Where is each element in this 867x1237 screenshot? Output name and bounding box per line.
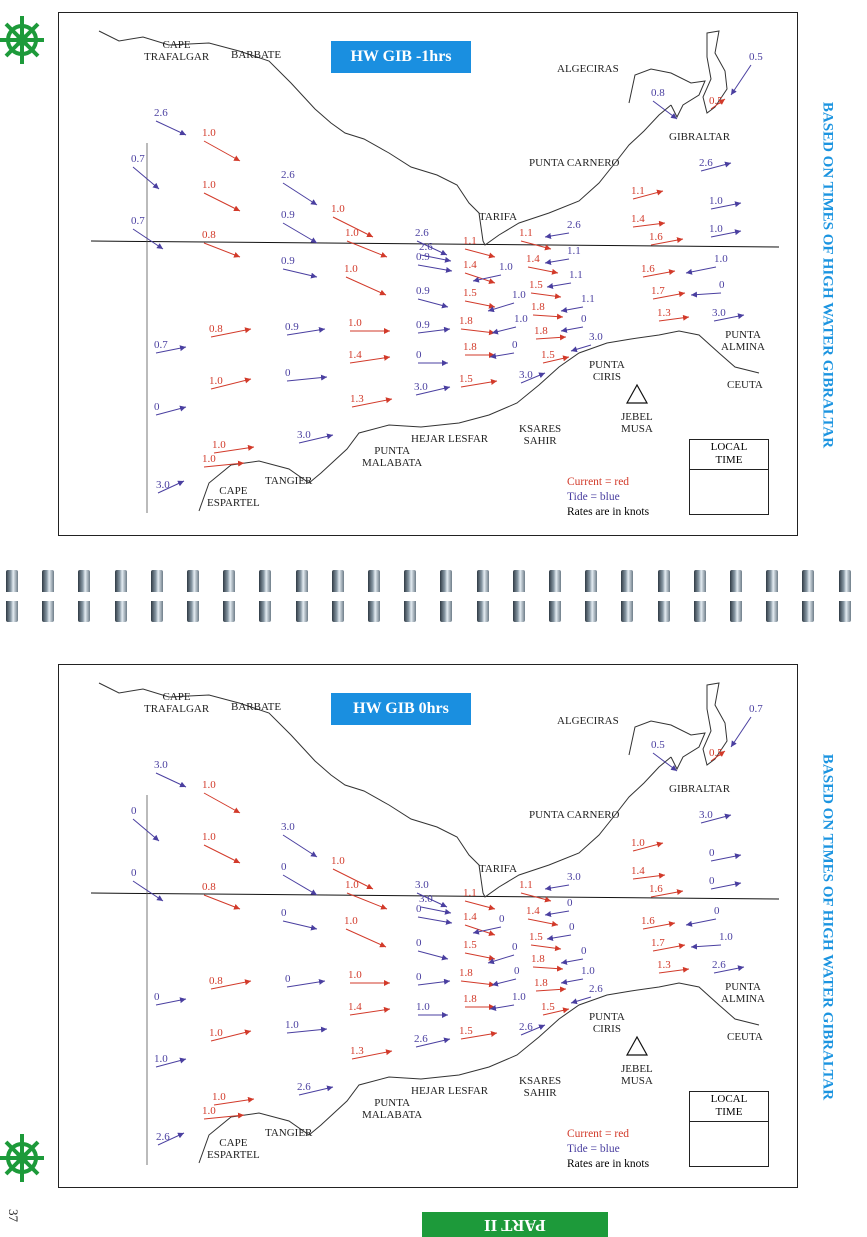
- current-rate-label: 1.1: [631, 185, 645, 197]
- tide-rate-label: 1.0: [512, 991, 526, 1003]
- place-label-tangier: TANGIER: [265, 1127, 313, 1139]
- tide-rate-label: 3.0: [154, 759, 168, 771]
- side-label: BASED ON TIMES OF HIGH WATER GIBRALTAR: [819, 753, 836, 1101]
- current-rate-label: 1.5: [463, 939, 477, 951]
- tide-rate-label: 0.5: [749, 51, 763, 63]
- place-label-ksares-sahir: KSARES SAHIR: [519, 423, 562, 447]
- place-label-gibraltar: GIBRALTAR: [669, 131, 731, 143]
- tide-arrow: [561, 307, 583, 311]
- tide-rate-label: 1.0: [512, 289, 526, 301]
- tide-arrow: [561, 979, 583, 983]
- tide-rate-label: 0.5: [651, 739, 665, 751]
- tide-rate-label: 1.0: [285, 1019, 299, 1031]
- current-rate-label: 1.1: [463, 235, 477, 247]
- current-rate-label: 1.6: [641, 915, 655, 927]
- place-label-ceuta: CEUTA: [727, 1031, 763, 1043]
- latitude-line: [91, 241, 779, 247]
- tide-arrow: [731, 717, 751, 747]
- current-rate-label: 1.3: [350, 1045, 364, 1057]
- current-arrow: [531, 293, 561, 297]
- current-rate-label: 1.5: [529, 931, 543, 943]
- tide-arrow: [561, 959, 583, 963]
- tide-rate-label: 2.6: [519, 1021, 533, 1033]
- tide-rate-label: 0: [285, 367, 291, 379]
- tidal-stream-chart-hw-0: [58, 664, 798, 1188]
- tide-rate-label: 0.7: [131, 153, 145, 165]
- place-label-cape-trafalgar: CAPE TRAFALGAR: [144, 691, 210, 715]
- legend-units: Rates are in knots: [567, 506, 650, 518]
- current-rate-label: 1.5: [463, 287, 477, 299]
- current-rate-label: 1.0: [345, 227, 359, 239]
- tide-arrow: [156, 999, 186, 1005]
- current-rate-label: 1.8: [531, 301, 545, 313]
- tide-rate-label: 0: [514, 965, 520, 977]
- binding-coil: [585, 570, 597, 622]
- current-rate-label: 1.0: [348, 969, 362, 981]
- tide-arrow: [545, 911, 569, 915]
- current-rate-label: 1.8: [534, 977, 548, 989]
- tide-arrow: [283, 223, 317, 243]
- tide-rate-label: 0: [416, 903, 422, 915]
- coastline-algeciras-bay: [629, 721, 705, 769]
- binding-coil: [42, 570, 54, 622]
- tide-arrow: [686, 267, 716, 273]
- tide-rate-label: 3.0: [414, 381, 428, 393]
- current-rate-label: 1.8: [463, 993, 477, 1005]
- current-arrow: [531, 945, 561, 949]
- tide-rate-label: 0: [281, 861, 287, 873]
- tide-arrow: [283, 921, 317, 929]
- tide-rate-label: 1.0: [709, 195, 723, 207]
- binding-coil: [802, 570, 814, 622]
- binding-coil: [694, 570, 706, 622]
- current-rate-label: 1.8: [531, 953, 545, 965]
- tide-arrow: [547, 935, 571, 939]
- coastline-algeciras-bay: [629, 69, 705, 117]
- tide-arrow: [686, 919, 716, 925]
- legend-current: Current = red: [567, 1128, 630, 1140]
- tide-rate-label: 2.6: [281, 169, 295, 181]
- tide-arrow: [418, 299, 448, 307]
- current-rate-label: 1.0: [202, 831, 216, 843]
- current-rate-label: 1.4: [631, 213, 645, 225]
- binding-coil: [839, 570, 851, 622]
- tide-rate-label: 1.1: [567, 245, 581, 257]
- current-rate-label: 1.4: [463, 259, 477, 271]
- tide-rate-label: 2.6: [712, 959, 726, 971]
- mountain-icon: [627, 1037, 647, 1055]
- tide-rate-label: 0.9: [416, 319, 430, 331]
- legend-current: Current = red: [567, 476, 630, 488]
- tide-arrow: [287, 981, 325, 987]
- tide-rate-label: 0: [131, 805, 137, 817]
- binding-coil: [78, 570, 90, 622]
- current-rate-label: 1.4: [463, 911, 477, 923]
- tide-rate-label: 0.7: [131, 215, 145, 227]
- current-rate-label: 1.0: [348, 317, 362, 329]
- local-time-box: [689, 439, 769, 515]
- tide-arrow: [418, 951, 448, 959]
- tide-arrow: [561, 327, 583, 331]
- binding-coil: [368, 570, 380, 622]
- binding-coil: [187, 570, 199, 622]
- binding-coil: [549, 570, 561, 622]
- binding-coil: [513, 570, 525, 622]
- binding-coil: [766, 570, 778, 622]
- tide-rate-label: 3.0: [281, 821, 295, 833]
- current-arrow: [204, 141, 240, 161]
- tide-arrow: [156, 121, 186, 135]
- current-arrow: [536, 337, 566, 339]
- current-rate-label: 1.0: [331, 855, 345, 867]
- tide-rate-label: 0: [131, 867, 137, 879]
- tide-arrow: [711, 883, 741, 889]
- place-label-tangier: TANGIER: [265, 475, 313, 487]
- place-label-jebel-musa: JEBEL MUSA: [621, 1063, 653, 1087]
- page-number: 37: [6, 1209, 21, 1222]
- current-arrow: [533, 967, 563, 969]
- current-rate-label: 1.6: [649, 883, 663, 895]
- tide-arrow: [283, 183, 317, 205]
- current-arrow: [204, 243, 240, 257]
- tide-arrow: [156, 407, 186, 415]
- current-rate-label: 1.0: [209, 375, 223, 387]
- current-rate-label: 1.5: [541, 349, 555, 361]
- current-rate-label: 1.0: [344, 915, 358, 927]
- current-rate-label: 1.0: [202, 127, 216, 139]
- tide-rate-label: 0: [709, 875, 715, 887]
- current-arrow: [533, 315, 563, 317]
- tide-rate-label: 3.0: [589, 331, 603, 343]
- current-arrow: [204, 895, 240, 909]
- tide-rate-label: 3.0: [699, 809, 713, 821]
- current-rate-label: 1.1: [519, 227, 533, 239]
- current-rate-label: 1.5: [541, 1001, 555, 1013]
- binding-coil: [440, 570, 452, 622]
- tide-rate-label: 0.7: [749, 703, 763, 715]
- spiral-binding: [0, 562, 867, 632]
- current-arrow: [204, 193, 240, 211]
- tide-arrow: [283, 875, 317, 895]
- tide-rate-label: 0: [285, 973, 291, 985]
- tide-arrow: [283, 269, 317, 277]
- tide-rate-label: 3.0: [519, 369, 533, 381]
- tide-arrow: [418, 917, 452, 923]
- current-rate-label: 1.8: [534, 325, 548, 337]
- tide-rate-label: 0: [719, 279, 725, 291]
- tide-rate-label: 2.6: [297, 1081, 311, 1093]
- tide-rate-label: 0: [709, 847, 715, 859]
- place-label-cape-espartel: CAPE ESPARTEL: [207, 485, 260, 509]
- current-rate-label: 1.0: [212, 439, 226, 451]
- tide-rate-label: 2.6: [154, 107, 168, 119]
- tide-rate-label: 0: [512, 941, 518, 953]
- tide-rate-label: 3.0: [419, 893, 433, 905]
- place-label-punta-almina: PUNTA ALMINA: [721, 981, 765, 1005]
- tide-arrow: [133, 167, 159, 189]
- current-arrow: [528, 267, 558, 273]
- tide-arrow: [418, 981, 450, 985]
- binding-coil: [730, 570, 742, 622]
- current-rate-label: 1.7: [651, 285, 665, 297]
- place-label-tarifa: TARIFA: [479, 863, 518, 875]
- tide-rate-label: 1.0: [709, 223, 723, 235]
- legend-tide: Tide = blue: [567, 1143, 620, 1155]
- current-rate-label: 0.8: [202, 881, 216, 893]
- tide-rate-label: 1.0: [416, 1001, 430, 1013]
- tide-rate-label: 0: [416, 937, 422, 949]
- binding-coil: [151, 570, 163, 622]
- tide-rate-label: 2.6: [419, 241, 433, 253]
- binding-coil: [296, 570, 308, 622]
- current-rate-label: 0.8: [202, 229, 216, 241]
- place-label-ceuta: CEUTA: [727, 379, 763, 391]
- legend-units: Rates are in knots: [567, 1158, 650, 1170]
- local-time-label: LOCAL TIME: [690, 440, 768, 470]
- tide-rate-label: 0.9: [285, 321, 299, 333]
- place-label-punta-ciris: PUNTA CIRIS: [589, 359, 625, 383]
- current-rate-label: 1.3: [350, 393, 364, 405]
- map-legend: [567, 1127, 649, 1172]
- mountain-icon: [627, 385, 647, 403]
- tide-rate-label: 3.0: [712, 307, 726, 319]
- tide-arrow: [492, 979, 516, 985]
- current-rate-label: 0.5: [709, 747, 723, 759]
- ships-wheel-icon: [0, 1128, 50, 1188]
- tide-arrow: [547, 283, 571, 287]
- current-rate-label: 1.0: [212, 1091, 226, 1103]
- tide-rate-label: 0: [281, 907, 287, 919]
- tide-rate-label: 0: [416, 349, 422, 361]
- binding-coil: [658, 570, 670, 622]
- place-label-gibraltar: GIBRALTAR: [669, 783, 731, 795]
- tide-rate-label: 1.0: [154, 1053, 168, 1065]
- tide-arrow: [731, 65, 751, 95]
- tide-rate-label: 2.6: [699, 157, 713, 169]
- strait-of-gibraltar-map: [59, 665, 797, 1187]
- tide-arrow: [545, 233, 569, 237]
- tide-rate-label: 0: [714, 905, 720, 917]
- binding-coil: [223, 570, 235, 622]
- current-arrow: [346, 929, 386, 947]
- tide-rate-label: 2.6: [414, 1033, 428, 1045]
- tide-arrow: [418, 265, 452, 271]
- current-rate-label: 1.0: [631, 837, 645, 849]
- current-arrow: [465, 273, 495, 283]
- chart-title: HW GIB 0hrs: [331, 693, 471, 725]
- tidal-stream-chart-hw-minus-1: [58, 12, 798, 536]
- tide-arrow: [488, 955, 514, 963]
- tide-rate-label: 0: [154, 401, 160, 413]
- tide-rate-label: 0: [499, 913, 505, 925]
- current-arrow: [346, 277, 386, 295]
- binding-coil: [477, 570, 489, 622]
- tide-arrow: [133, 819, 159, 841]
- tide-rate-label: 1.0: [514, 313, 528, 325]
- tide-rate-label: 1.0: [714, 253, 728, 265]
- current-rate-label: 1.8: [459, 315, 473, 327]
- latitude-line: [91, 893, 779, 899]
- tide-rate-label: 0: [569, 921, 575, 933]
- tide-rate-label: 3.0: [156, 479, 170, 491]
- current-arrow: [461, 981, 495, 985]
- current-rate-label: 1.6: [641, 263, 655, 275]
- current-rate-label: 1.0: [202, 1105, 216, 1117]
- tide-rate-label: 1.0: [719, 931, 733, 943]
- current-rate-label: 1.8: [463, 341, 477, 353]
- local-time-label: LOCAL TIME: [690, 1092, 768, 1122]
- current-arrow: [465, 925, 495, 935]
- current-rate-label: 1.4: [631, 865, 645, 877]
- place-label-punta-carnero: PUNTA CARNERO: [529, 809, 620, 821]
- current-arrow: [465, 953, 495, 959]
- current-rate-label: 0.8: [209, 323, 223, 335]
- place-label-jebel-musa: JEBEL MUSA: [621, 411, 653, 435]
- current-arrow: [536, 989, 566, 991]
- tide-rate-label: 3.0: [567, 871, 581, 883]
- place-label-punta-almina: PUNTA ALMINA: [721, 329, 765, 353]
- current-rate-label: 1.3: [657, 959, 671, 971]
- current-rate-label: 1.0: [209, 1027, 223, 1039]
- tide-rate-label: 1.0: [581, 965, 595, 977]
- legend-tide: Tide = blue: [567, 491, 620, 503]
- tide-rate-label: 2.6: [156, 1131, 170, 1143]
- current-rate-label: 0.5: [709, 95, 723, 107]
- place-label-punta-malabata: PUNTA MALABATA: [362, 1097, 423, 1121]
- tide-rate-label: 2.6: [415, 227, 429, 239]
- current-rate-label: 1.3: [657, 307, 671, 319]
- tide-rate-label: 0.9: [416, 285, 430, 297]
- current-rate-label: 1.1: [519, 879, 533, 891]
- tide-arrow: [711, 855, 741, 861]
- chart-title: HW GIB -1hrs: [331, 41, 471, 73]
- place-label-tarifa: TARIFA: [479, 211, 518, 223]
- current-arrow: [528, 919, 558, 925]
- current-rate-label: 1.0: [202, 453, 216, 465]
- tide-rate-label: 1.0: [499, 261, 513, 273]
- map-legend: [567, 475, 649, 520]
- current-rate-label: 1.5: [459, 1025, 473, 1037]
- binding-coil: [6, 570, 18, 622]
- tide-rate-label: 0.7: [154, 339, 168, 351]
- place-label-barbate: BARBATE: [231, 701, 282, 713]
- binding-coil: [259, 570, 271, 622]
- current-rate-label: 1.4: [348, 349, 362, 361]
- tide-rate-label: 0: [581, 945, 587, 957]
- current-rate-label: 1.5: [529, 279, 543, 291]
- current-rate-label: 0.8: [209, 975, 223, 987]
- current-rate-label: 1.0: [202, 179, 216, 191]
- current-arrow: [461, 329, 495, 333]
- tide-arrow: [287, 377, 327, 381]
- binding-coil: [115, 570, 127, 622]
- tide-rate-label: 1.1: [569, 269, 583, 281]
- current-rate-label: 1.7: [651, 937, 665, 949]
- tide-rate-label: 0: [416, 971, 422, 983]
- current-arrow: [204, 845, 240, 863]
- current-rate-label: 1.1: [463, 887, 477, 899]
- tide-arrow: [133, 229, 163, 249]
- strait-of-gibraltar-map: [59, 13, 797, 535]
- side-label: BASED ON TIMES OF HIGH WATER GIBRALTAR: [819, 101, 836, 449]
- current-rate-label: 1.4: [526, 905, 540, 917]
- current-arrow: [465, 249, 495, 257]
- place-label-cape-trafalgar: CAPE TRAFALGAR: [144, 39, 210, 63]
- tide-arrow: [545, 259, 569, 263]
- current-rate-label: 1.8: [459, 967, 473, 979]
- current-rate-label: 1.0: [202, 779, 216, 791]
- tide-arrow: [133, 881, 163, 901]
- place-label-ksares-sahir: KSARES SAHIR: [519, 1075, 562, 1099]
- current-rate-label: 1.6: [649, 231, 663, 243]
- section-tab: PART II: [422, 1212, 608, 1237]
- binding-coil: [621, 570, 633, 622]
- place-label-cape-espartel: CAPE ESPARTEL: [207, 1137, 260, 1161]
- tide-arrow: [691, 945, 721, 947]
- tide-arrow: [283, 835, 317, 857]
- current-rate-label: 1.4: [526, 253, 540, 265]
- tide-arrow: [492, 327, 516, 333]
- tide-rate-label: 0: [512, 339, 518, 351]
- tide-rate-label: 0: [567, 897, 573, 909]
- tide-rate-label: 0: [154, 991, 160, 1003]
- tide-rate-label: 2.6: [589, 983, 603, 995]
- place-label-punta-ciris: PUNTA CIRIS: [589, 1011, 625, 1035]
- ships-wheel-icon: [0, 10, 50, 70]
- tide-arrow: [545, 885, 569, 889]
- place-label-algeciras: ALGECIRAS: [557, 63, 619, 75]
- binding-coil: [332, 570, 344, 622]
- tide-rate-label: 0.9: [416, 251, 430, 263]
- place-label-hejar-lesfar: HEJAR LESFAR: [411, 433, 489, 445]
- current-arrow: [465, 901, 495, 909]
- tide-arrow: [156, 773, 186, 787]
- tide-rate-label: 1.1: [581, 293, 595, 305]
- current-rate-label: 1.0: [345, 879, 359, 891]
- current-rate-label: 1.4: [348, 1001, 362, 1013]
- current-rate-label: 1.0: [331, 203, 345, 215]
- current-arrow: [465, 301, 495, 307]
- current-rate-label: 1.5: [459, 373, 473, 385]
- current-arrow: [204, 793, 240, 813]
- place-label-algeciras: ALGECIRAS: [557, 715, 619, 727]
- place-label-punta-carnero: PUNTA CARNERO: [529, 157, 620, 169]
- tide-rate-label: 3.0: [415, 879, 429, 891]
- tide-rate-label: 0.9: [281, 209, 295, 221]
- tide-rate-label: 2.6: [567, 219, 581, 231]
- place-label-barbate: BARBATE: [231, 49, 282, 61]
- binding-coil: [404, 570, 416, 622]
- tide-rate-label: 0.9: [281, 255, 295, 267]
- tide-rate-label: 3.0: [297, 429, 311, 441]
- tide-arrow: [691, 293, 721, 295]
- tide-rate-label: 0.8: [651, 87, 665, 99]
- current-rate-label: 1.0: [344, 263, 358, 275]
- place-label-hejar-lesfar: HEJAR LESFAR: [411, 1085, 489, 1097]
- local-time-box: [689, 1091, 769, 1167]
- place-label-punta-malabata: PUNTA MALABATA: [362, 445, 423, 469]
- tide-rate-label: 0: [581, 313, 587, 325]
- tide-arrow: [421, 907, 451, 913]
- tide-arrow: [488, 303, 514, 311]
